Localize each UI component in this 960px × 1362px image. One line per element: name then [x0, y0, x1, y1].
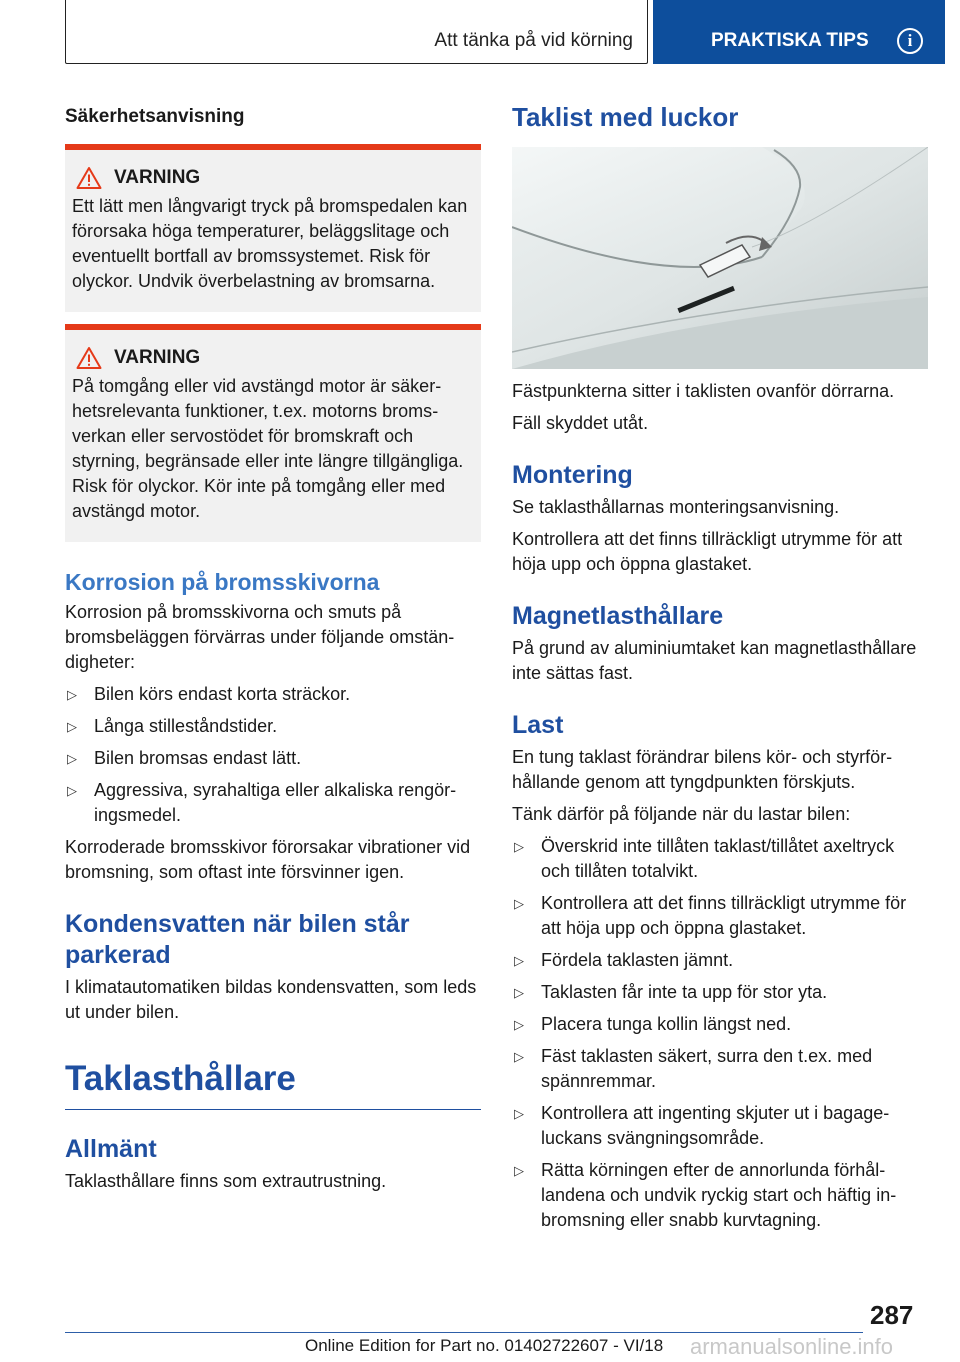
roof-strip-caption-1: Fästpunkterna sitter i taklisten ovanför dörrarna. — [512, 381, 895, 401]
roof-strip-caption-2: Fäll skyddet utåt. — [512, 413, 649, 433]
footer-divider — [65, 1332, 863, 1333]
warning-triangle-icon — [76, 346, 102, 370]
triangle-bullet-icon: ▷ — [514, 1106, 524, 1121]
list-item: ▷ Överskrid inte tillåten taklast/tillåtet axeltryck och tillåten totalvikt. — [514, 836, 895, 881]
list-item: ▷ Taklasten får inte ta upp för stor yta. — [512, 980, 928, 1005]
magnet-text: På grund av aluminiumtaket kan magnetlasthållare inte sättas fast. — [512, 638, 917, 683]
edition-text: Online Edition for Part no. 01402722607 - VI/18 — [305, 1336, 664, 1355]
corrosion-intro: Korrosion på bromsskivorna och smuts på bromsbeläggen förvärras under följande omständigheter: — [65, 602, 455, 672]
triangle-bullet-icon: ▷ — [514, 1049, 524, 1064]
mounting-text-2: Kontrollera att det finns tillräckligt utrymme för att höja upp och öppna glastaket. — [512, 529, 903, 574]
triangle-bullet-icon: ▷ — [514, 1163, 524, 1178]
warning-box — [65, 324, 481, 542]
warning-text: På tomgång eller vid avstängd motor är säkerhetsrelevanta funktioner, t.ex. motorns bromsverkan eller servostödet för bromskraft och styrning, begränsade eller inte längre tillgängliga. Risk för olyckor. Kör inte på tomgång eller med avstängd motor. — [72, 376, 464, 521]
triangle-bullet-icon: ▷ — [514, 896, 524, 911]
triangle-bullet-icon: ▷ — [67, 751, 77, 766]
warning-title: VARNING — [114, 347, 201, 368]
warning-triangle-icon — [76, 166, 102, 190]
list-item: ▷ Placera tunga kollin längst ned. — [512, 1012, 928, 1037]
list-item: ▷ Fördela taklasten jämnt. — [512, 948, 928, 973]
general-heading: Allmänt — [65, 1135, 157, 1163]
corrosion-outro: Korroderade bromsskivor förorsakar vibrationer vid bromsning, som oftast inte försvinner igen. — [65, 837, 471, 882]
load-text-2: Tänk därför på följande när du lastar bilen: — [512, 804, 851, 824]
magnet-heading: Magnetlasthållare — [512, 602, 724, 630]
list-item: ▷ Aggressiva, syrahaltiga eller alkaliska rengöringsmedel. — [67, 780, 457, 825]
list-item: ▷ Bilen bromsas endast lätt. — [65, 746, 481, 771]
triangle-bullet-icon: ▷ — [67, 783, 77, 798]
mounting-text-1: Se taklasthållarnas monteringsanvisning. — [512, 497, 840, 517]
corrosion-list — [65, 682, 481, 828]
triangle-bullet-icon: ▷ — [514, 953, 524, 968]
list-item: ▷ Bilen körs endast korta sträckor. — [65, 682, 481, 707]
triangle-bullet-icon: ▷ — [514, 985, 524, 1000]
section-tab[interactable] — [653, 0, 945, 64]
left-column — [65, 96, 481, 1201]
list-item: ▷ Kontrollera att det finns tillräckligt utrymme för att höja upp och öppna glastaket. — [514, 893, 907, 938]
roof-strip-illustration — [512, 147, 928, 369]
page-number: 287 — [870, 1300, 914, 1330]
list-item: ▷ Fäst taklasten säkert, surra den t.ex. med spännremmar. — [514, 1046, 873, 1091]
condensation-heading: Kondensvatten när bilen står parkerad — [65, 910, 410, 969]
warning-title: VARNING — [114, 167, 201, 188]
corrosion-heading: Korrosion på bromsskivorna — [65, 569, 380, 595]
chapter-title: Att tänka på vid körning — [65, 0, 648, 64]
load-text-1: En tung taklast förändrar bilens kör- och styrförhållande genom att tyngdpunkten förskjuts. — [512, 747, 893, 792]
info-icon: i — [897, 28, 923, 54]
page-header — [65, 0, 945, 64]
triangle-bullet-icon: ▷ — [67, 719, 77, 734]
load-heading: Last — [512, 711, 564, 739]
triangle-bullet-icon: ▷ — [67, 687, 77, 702]
roof-strip-heading: Taklist med luckor — [512, 102, 739, 132]
roof-rack-heading: Taklasthållare — [65, 1059, 481, 1110]
list-item: ▷ Rätta körningen efter de annorlunda förhållandena och undvik ryckig start och häftig inbromsning eller snabb kurvtagning. — [514, 1160, 897, 1230]
mounting-heading: Montering — [512, 461, 633, 489]
load-list — [512, 834, 928, 1233]
list-item: ▷ Långa stilleståndstider. — [65, 714, 481, 739]
section-title: PRAKTISKA TIPS — [711, 30, 869, 51]
triangle-bullet-icon: ▷ — [514, 839, 524, 854]
warning-box — [65, 144, 481, 312]
safety-heading: Säkerhetsanvisning — [65, 106, 245, 127]
watermark: armanualsonline.info — [690, 1334, 894, 1359]
triangle-bullet-icon: ▷ — [514, 1017, 524, 1032]
list-item: ▷ Kontrollera att ingenting skjuter ut i bagageluckans svängningsområde. — [514, 1103, 890, 1148]
warning-text: Ett lätt men långvarigt tryck på bromspedalen kan förorsaka höga temperaturer, beläggslitage och eventuellt bortfall av bromssystemet. Risk för olyckor. Undvik överbelastning av bromsarna. — [72, 196, 468, 291]
general-text: Taklasthållare finns som extrautrustning. — [65, 1171, 387, 1191]
condensation-text: I klimatautomatiken bildas kondensvatten, som leds ut under bilen. — [65, 977, 477, 1022]
right-column — [512, 96, 928, 1240]
